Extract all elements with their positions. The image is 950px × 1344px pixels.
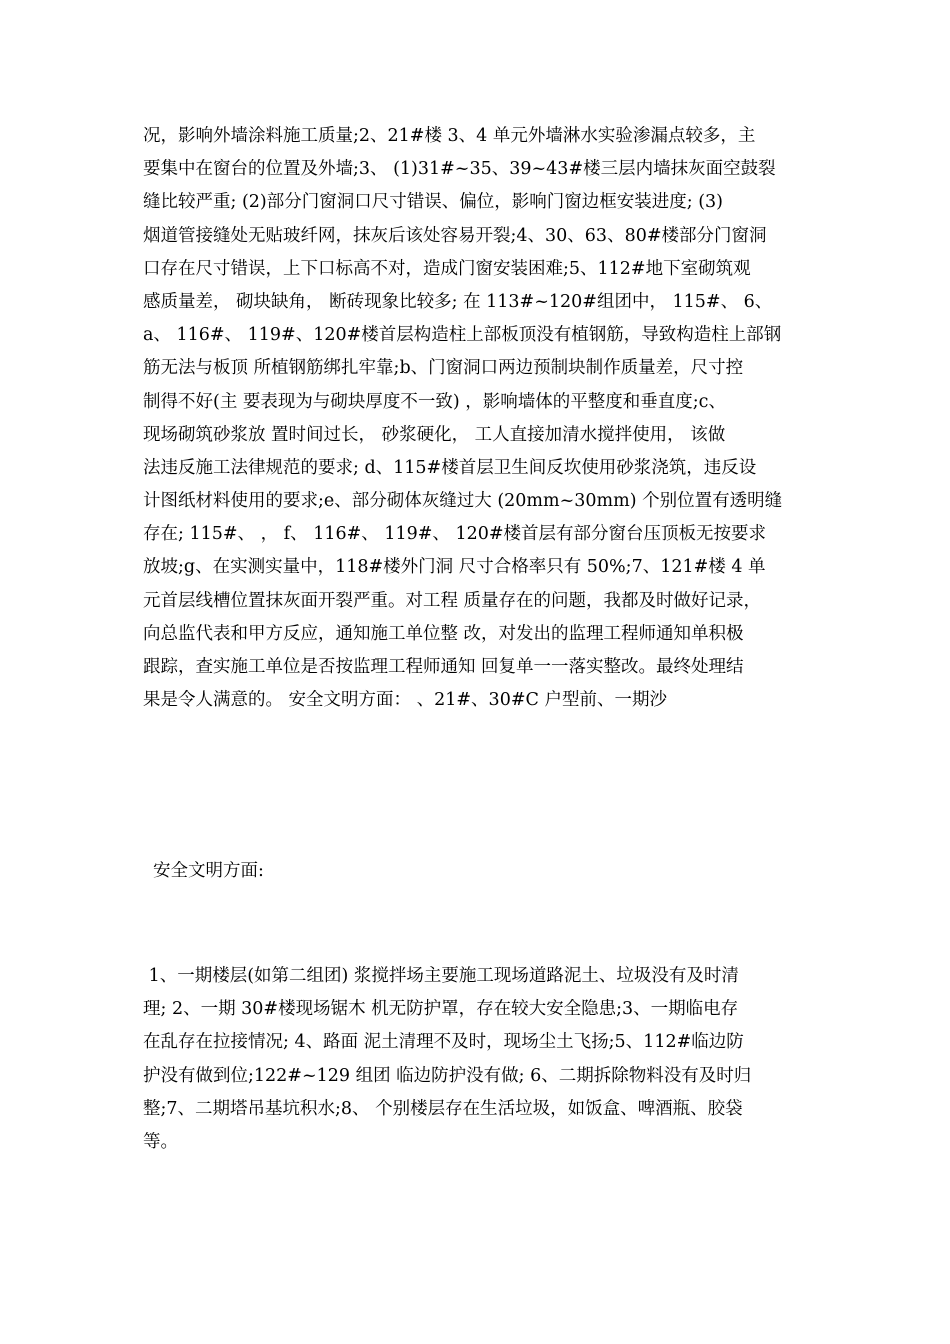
text-line: 跟踪，查实施工单位是否按监理工程师通知 回复单一一落实整改。最终处理结 — [143, 657, 744, 677]
text-line: 计图纸材料使用的要求;e、部分砌体灰缝过大 (20mm~30mm) 个别位置有透明缝 — [143, 491, 783, 512]
paragraph-quality-issues — [143, 120, 823, 717]
text-line: 况，影响外墙涂料施工质量;2、21#楼 3、4 单元外墙淋水实验渗漏点较多，主 — [143, 126, 756, 146]
text-line: 元首层线槽位置抹灰面开裂严重。对工程 质量存在的问题，我都及时做好记录， — [143, 590, 762, 611]
text-line: 护没有做到位;122#~129 组团 临边防护没有做; 6、二期拆除物料没有及时归 — [143, 1065, 752, 1086]
text-line: 现场砌筑砂浆放 置时间过长， 砂浆硬化， 工人直接加清水搅拌使用， 该做 — [143, 424, 726, 445]
text-line: a、 116#、 119#、120#楼首层构造柱上部板顶没有植钢筋，导致构造柱上部钢 — [143, 325, 782, 346]
text-line: 理; 2、一期 30#楼现场锯木 机无防护罩，存在较大安全隐患;3、一期临电存 — [143, 999, 739, 1020]
text-line: 向总监代表和甲方反应，通知施工单位整 改，对发出的监理工程师通知单积极 — [143, 623, 744, 644]
text-line: 在乱存在拉接情况; 4、路面 泥土清理不及时，现场尘土飞扬;5、112#临边防 — [143, 1032, 744, 1053]
text-line: 法违反施工法律规范的要求; d、115#楼首层卫生间反坎使用砂浆浇筑，违反设 — [143, 457, 757, 478]
text-line: 整;7、二期塔吊基坑积水;8、 个别楼层存在生活垃圾，如饭盒、啤酒瓶、胶袋 — [143, 1098, 743, 1119]
text-line: 要集中在窗台的位置及外墙;3、 (1)31#~35、39~43#楼三层内墙抹灰面空鼓裂 — [143, 159, 776, 180]
section-heading-safety — [143, 855, 823, 888]
section-heading-text: 安全文明方面: — [153, 861, 264, 881]
text-line: 筋无法与板顶 所植钢筋绑扎牢靠;b、门窗洞口两边预制块制作质量差，尺寸控 — [143, 358, 744, 379]
text-line: 感质量差， 砌块缺角， 断砖现象比较多; 在 113#~120#组团中， 115#、 6、 — [143, 291, 773, 312]
text-line: 果是令人满意的。 安全文明方面： 、21#、30#C 户型前、一期沙 — [143, 690, 667, 711]
text-line: 放坡;g、在实测实量中，118#楼外门洞 尺寸合格率只有 50%;7、121#楼 4 单 — [143, 557, 766, 578]
paragraph-safety-issues — [143, 960, 823, 1159]
text-line: 口存在尺寸错误，上下口标高不对，造成门窗安装困难;5、112#地下室砌筑观 — [143, 258, 751, 279]
text-line: 缝比较严重; (2)部分门窗洞口尺寸错误、偏位，影响门窗边框安装进度; (3) — [143, 192, 723, 213]
text-line: 存在; 115#、 ， f、 116#、 119#、 120#楼首层有部分窗台压顶板无按要求 — [143, 524, 767, 545]
text-line: 制得不好(主 要表现为与砌块厚度不一致) ，影响墙体的平整度和垂直度;c、 — [143, 391, 726, 412]
text-line: 1、一期楼层(如第二组团) 浆搅拌场主要施工现场道路泥土、垃圾没有及时清 — [143, 966, 739, 986]
text-line: 等。 — [143, 1131, 178, 1152]
text-line: 烟道管接缝处无贴玻纤网，抹灰后该处容易开裂;4、30、63、80#楼部分门窗洞 — [143, 225, 767, 246]
